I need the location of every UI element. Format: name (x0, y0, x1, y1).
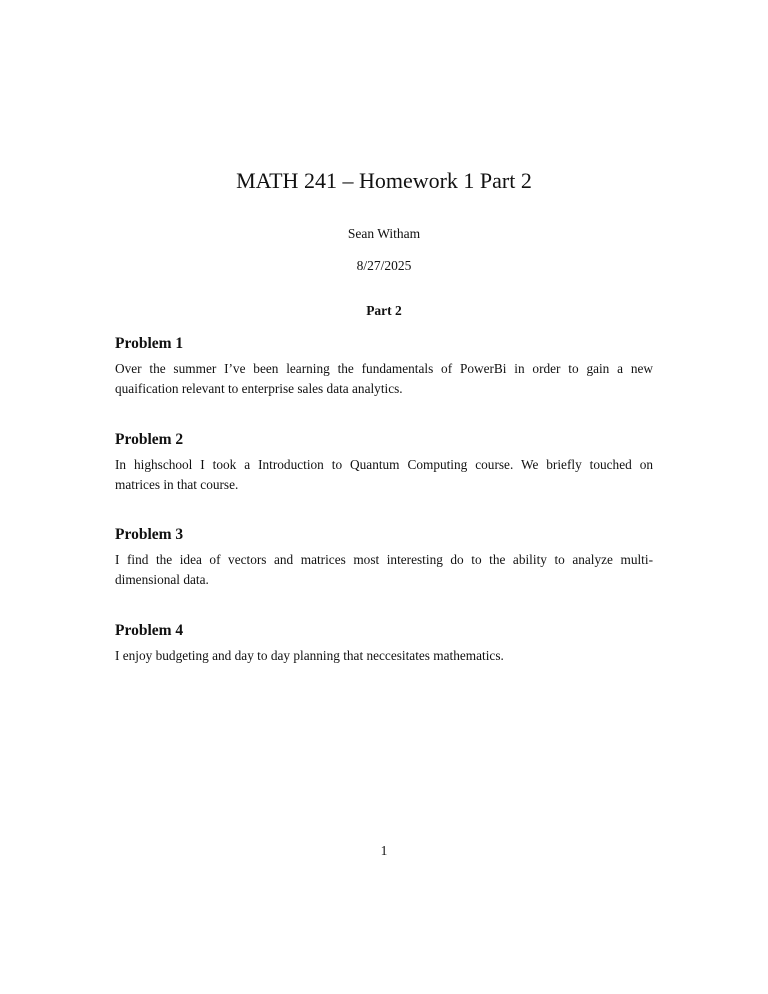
problem-3-heading: Problem 3 (115, 526, 184, 543)
author: Sean Witham (347, 226, 421, 241)
document-title: MATH 241 – Homework 1 Part 2 (236, 168, 532, 193)
problem-2-text: matrices in that course. (115, 477, 239, 492)
problem-4-heading: Problem 4 (115, 622, 184, 639)
page-number: 1 (380, 843, 388, 858)
problem-4-text: I enjoy budgeting and day to day planning that neccesitates mathematics. (115, 648, 504, 663)
problem-1-text: Over the summer I’ve been learning the fundamentals of PowerBi in order to gain a new (115, 361, 653, 376)
section-heading: Part 2 (366, 303, 402, 318)
problem-1-heading: Problem 1 (115, 335, 184, 352)
problem-3-text: dimensional data. (115, 572, 209, 587)
date: 8/27/2025 (356, 258, 412, 273)
problem-3-text: I find the idea of vectors and matrices most interesting do to the ability to analyze multi- (115, 552, 653, 567)
problem-2-heading: Problem 2 (115, 431, 184, 448)
problem-1-text: quaification relevant to enterprise sales data analytics. (115, 381, 403, 396)
problem-2-text: In highschool I took a Introduction to Quantum Computing course. We briefly touched on (115, 457, 653, 472)
